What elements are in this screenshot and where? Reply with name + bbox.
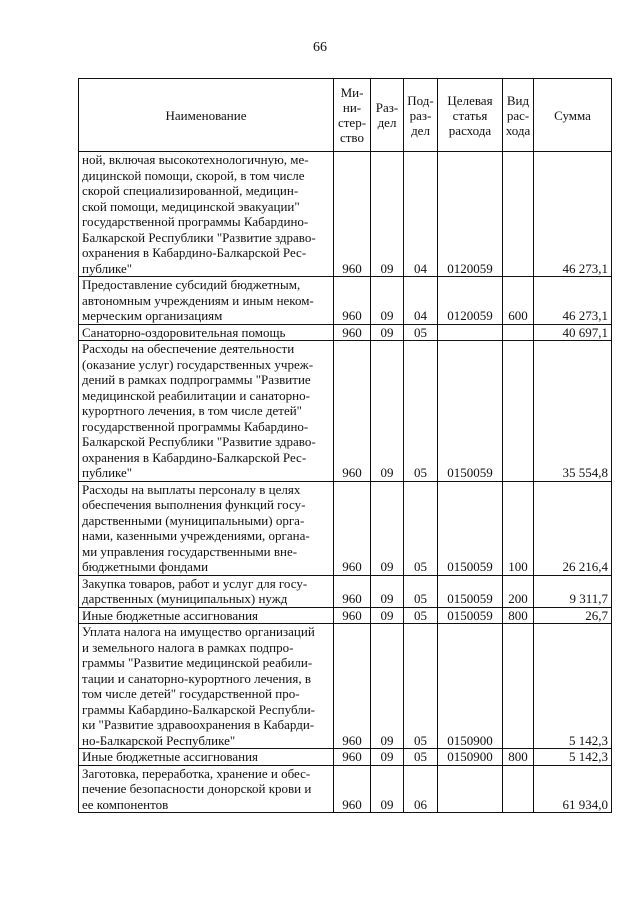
cell-subsection: 06 xyxy=(404,765,438,813)
cell-section: 09 xyxy=(371,481,404,575)
cell-ministry: 960 xyxy=(334,324,371,341)
cell-ministry: 960 xyxy=(334,575,371,607)
cell-section: 09 xyxy=(371,607,404,624)
cell-target: 0150059 xyxy=(438,341,503,482)
cell-type: 100 xyxy=(503,481,534,575)
cell-subsection: 05 xyxy=(404,607,438,624)
cell-type xyxy=(503,624,534,749)
cell-ministry: 960 xyxy=(334,749,371,766)
table-row xyxy=(79,749,612,766)
cell-name: Заготовка, переработка, хранение и обес- печение безопасности донорской крови и ее компонентов xyxy=(79,765,334,813)
cell-amount: 26,7 xyxy=(534,607,612,624)
header-section: Раз- дел xyxy=(371,79,404,152)
cell-subsection: 04 xyxy=(404,277,438,325)
page-number: 66 xyxy=(313,40,327,55)
cell-amount: 5 142,3 xyxy=(534,749,612,766)
table-row xyxy=(79,624,612,749)
cell-subsection: 05 xyxy=(404,481,438,575)
cell-name: Санаторно-оздоровительная помощь xyxy=(79,324,334,341)
cell-type xyxy=(503,152,534,277)
cell-section: 09 xyxy=(371,341,404,482)
header-ministry: Ми- ни- стер- ство xyxy=(334,79,371,152)
cell-amount: 40 697,1 xyxy=(534,324,612,341)
cell-section: 09 xyxy=(371,575,404,607)
cell-ministry: 960 xyxy=(334,765,371,813)
cell-target: 0120059 xyxy=(438,152,503,277)
cell-section: 09 xyxy=(371,624,404,749)
header-expense-type: Вид рас- хода xyxy=(503,79,534,152)
cell-amount: 35 554,8 xyxy=(534,341,612,482)
cell-target xyxy=(438,324,503,341)
table-row xyxy=(79,481,612,575)
cell-target: 0150059 xyxy=(438,481,503,575)
cell-ministry: 960 xyxy=(334,624,371,749)
table-row xyxy=(79,575,612,607)
cell-amount: 46 273,1 xyxy=(534,152,612,277)
cell-subsection: 05 xyxy=(404,749,438,766)
header-subsection: Под- раз- дел xyxy=(404,79,438,152)
cell-type xyxy=(503,765,534,813)
cell-name: Иные бюджетные ассигнования xyxy=(79,607,334,624)
cell-subsection: 05 xyxy=(404,324,438,341)
cell-target: 0150900 xyxy=(438,624,503,749)
table-row xyxy=(79,341,612,482)
cell-name: Закупка товаров, работ и услуг для госу- дарственных (муниципальных) нужд xyxy=(79,575,334,607)
cell-subsection: 05 xyxy=(404,341,438,482)
header-amount: Сумма xyxy=(534,79,612,152)
cell-subsection: 05 xyxy=(404,624,438,749)
cell-name: Предоставление субсидий бюджетным, автономным учреждениям и иным неком- мерческим организациям xyxy=(79,277,334,325)
cell-target: 0120059 xyxy=(438,277,503,325)
table-row xyxy=(79,607,612,624)
cell-type: 200 xyxy=(503,575,534,607)
cell-type xyxy=(503,324,534,341)
cell-target: 0150059 xyxy=(438,575,503,607)
cell-section: 09 xyxy=(371,324,404,341)
cell-name: Иные бюджетные ассигнования xyxy=(79,749,334,766)
cell-amount: 9 311,7 xyxy=(534,575,612,607)
cell-type: 800 xyxy=(503,607,534,624)
header-name: Наименование xyxy=(79,79,334,152)
cell-amount: 46 273,1 xyxy=(534,277,612,325)
cell-type: 800 xyxy=(503,749,534,766)
cell-subsection: 04 xyxy=(404,152,438,277)
cell-type xyxy=(503,341,534,482)
cell-name: ной, включая высокотехнологичную, ме- дицинской помощи, скорой, в том числе скорой специализированной, медицин- ской помощи, медицинской эвакуации" государственной программы Кабардино- Балкарской Республики "Развитие здраво- охранения в Кабардино-Балкарской Рес- публике" xyxy=(79,152,334,277)
cell-name: Уплата налога на имущество организаций и земельного налога в рамках подпро- граммы "Развитие медицинской реабили- тации и санаторно-курортного лечения, в том числе детей" государственной про- граммы Кабардино-Балкарской Республи- ки "Развитие здравоохранения в Кабарди- но-Балкарской Республике" xyxy=(79,624,334,749)
cell-type: 600 xyxy=(503,277,534,325)
header-target-article: Целевая статья расхода xyxy=(438,79,503,152)
cell-name: Расходы на выплаты персоналу в целях обеспечения выполнения функций госу- дарственными (муниципальными) орга- нами, казенными учреждениями, органа- ми управления государственными вне- бюджетными фондами xyxy=(79,481,334,575)
cell-section: 09 xyxy=(371,749,404,766)
table-row xyxy=(79,765,612,813)
cell-ministry: 960 xyxy=(334,481,371,575)
cell-section: 09 xyxy=(371,152,404,277)
table-row xyxy=(79,324,612,341)
cell-ministry: 960 xyxy=(334,607,371,624)
cell-subsection: 05 xyxy=(404,575,438,607)
cell-section: 09 xyxy=(371,277,404,325)
cell-amount: 26 216,4 xyxy=(534,481,612,575)
budget-table xyxy=(78,78,612,813)
cell-target xyxy=(438,765,503,813)
cell-name: Расходы на обеспечение деятельности (оказание услуг) государственных учреж- дений в рамках подпрограммы "Развитие медицинской реабилитации и санаторно- курортного лечения, в том числе детей" государственной программы Кабардино- Балкарской Республики "Развитие здраво- охранения в Кабардино-Балкарской Рес- публике" xyxy=(79,341,334,482)
cell-amount: 5 142,3 xyxy=(534,624,612,749)
cell-ministry: 960 xyxy=(334,341,371,482)
margin-mark xyxy=(3,818,11,868)
table-row xyxy=(79,277,612,325)
cell-ministry: 960 xyxy=(334,277,371,325)
cell-target: 0150900 xyxy=(438,749,503,766)
cell-section: 09 xyxy=(371,765,404,813)
table-row xyxy=(79,152,612,277)
cell-target: 0150059 xyxy=(438,607,503,624)
cell-ministry: 960 xyxy=(334,152,371,277)
table-header-row xyxy=(79,79,612,152)
cell-amount: 61 934,0 xyxy=(534,765,612,813)
